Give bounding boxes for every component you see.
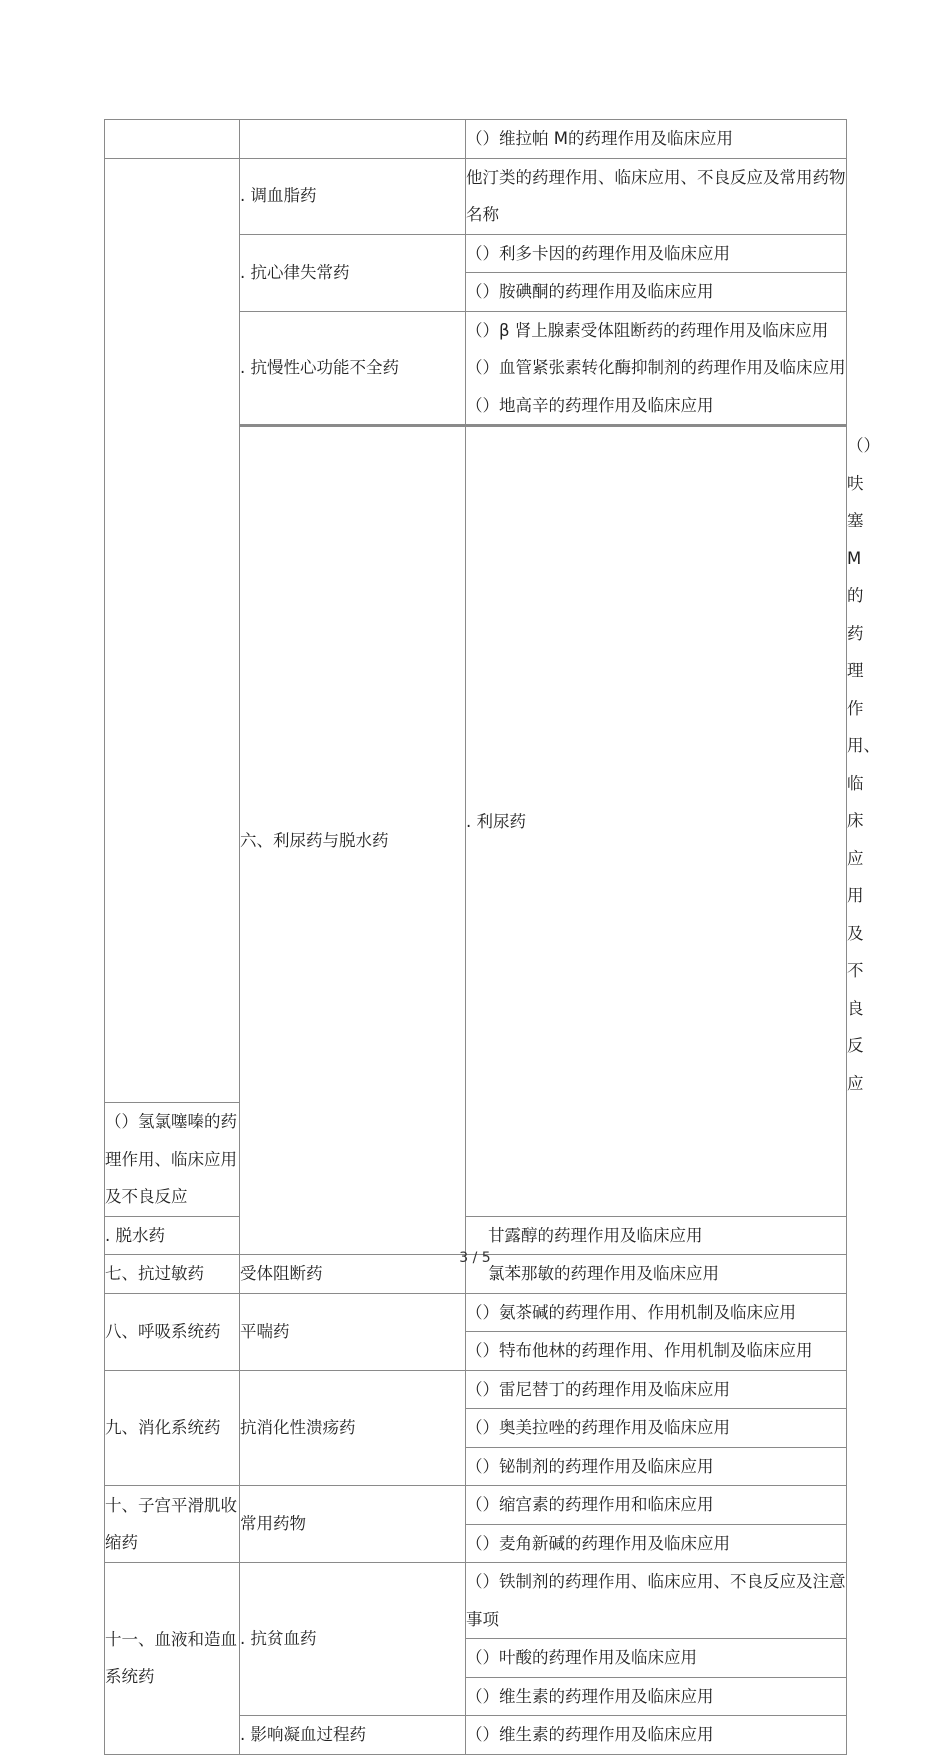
item-cell: （）氨茶碱的药理作用、作用机制及临床应用 (466, 1293, 847, 1332)
category-cell: 八、呼吸系统药 (105, 1293, 240, 1370)
category-cell (105, 120, 240, 159)
subcategory-cell: 受体阻断药 (240, 1255, 466, 1294)
subcategory-cell: . 脱水药 (105, 1216, 240, 1255)
table-row (105, 1486, 847, 1525)
page-number: 3 / 5 (459, 1250, 491, 1266)
item-cell: （）氢氯噻嗪的药理作用、临床应用及不良反应 (105, 1103, 240, 1217)
item-cell: （）叶酸的药理作用及临床应用 (466, 1639, 847, 1678)
table-row: 六、利尿药与脱水药 . 利尿药 （）呋塞 M的药理作用、临床应用及不良反应 (105, 426, 847, 1103)
category-cell: 九、消化系统药 (105, 1370, 240, 1486)
item-cell: （）奥美拉唑的药理作用及临床应用 (466, 1409, 847, 1448)
item-cell: 甘露醇的药理作用及临床应用 (466, 1216, 847, 1255)
table-row (105, 1563, 847, 1639)
table-row (105, 158, 847, 234)
subcategory-cell: . 调血脂药 (240, 158, 466, 234)
subcategory-cell: 常用药物 (240, 1486, 466, 1563)
item-cell: （）雷尼替丁的药理作用及临床应用 (466, 1370, 847, 1409)
item-cell: （）维拉帕 M的药理作用及临床应用 (466, 120, 847, 159)
item-text: （）血管紧张素转化酶抑制剂的药理作用及临床应用 (466, 358, 846, 377)
item-cell: （）胺碘酮的药理作用及临床应用 (466, 273, 847, 312)
table-row (105, 120, 847, 159)
item-cell: （）地高辛的药理作用及临床应用 (466, 387, 847, 426)
item-cell: （）维生素的药理作用及临床应用 (466, 1716, 847, 1755)
item-cell: （）铁制剂的药理作用、临床应用、不良反应及注意事项 (466, 1563, 847, 1639)
category-cell: 十一、血液和造血系统药 (105, 1563, 240, 1755)
subcategory-cell: . 利尿药 (466, 426, 847, 1217)
table-row (105, 1216, 847, 1255)
item-cell: （）利多卡因的药理作用及临床应用 (466, 234, 847, 273)
item-cell: （）铋制剂的药理作用及临床应用 (466, 1447, 847, 1486)
subcategory-cell (240, 120, 466, 159)
subcategory-cell: . 影响凝血过程药 (240, 1716, 466, 1755)
item-cell (466, 311, 847, 387)
item-cell: （）特布他林的药理作用、作用机制及临床应用 (466, 1332, 847, 1371)
table-row (105, 1370, 847, 1409)
category-cell: 七、抗过敏药 (105, 1255, 240, 1294)
subcategory-cell: 平喘药 (240, 1293, 466, 1370)
item-cell: （）维生素的药理作用及临床应用 (466, 1677, 847, 1716)
category-cell (105, 158, 240, 1103)
syllabus-table (104, 119, 880, 1755)
item-cell: 他汀类的药理作用、临床应用、不良反应及常用药物名称 (466, 158, 847, 234)
category-cell: 六、利尿药与脱水药 (240, 426, 466, 1255)
subcategory-cell: . 抗贫血药 (240, 1563, 466, 1716)
subcategory-cell: . 抗慢性心功能不全药 (240, 311, 466, 426)
category-cell: 十、子宫平滑肌收缩药 (105, 1486, 240, 1563)
item-cell: （）缩宫素的药理作用和临床应用 (466, 1486, 847, 1525)
item-cell: 氯苯那敏的药理作用及临床应用 (466, 1255, 847, 1294)
subcategory-cell: . 抗心律失常药 (240, 234, 466, 311)
subcategory-cell: 抗消化性溃疡药 (240, 1370, 466, 1486)
item-cell: （）麦角新碱的药理作用及临床应用 (466, 1524, 847, 1563)
item-text: （）β 肾上腺素受体阻断药的药理作用及临床应用 (466, 320, 829, 340)
table-row (105, 1293, 847, 1332)
